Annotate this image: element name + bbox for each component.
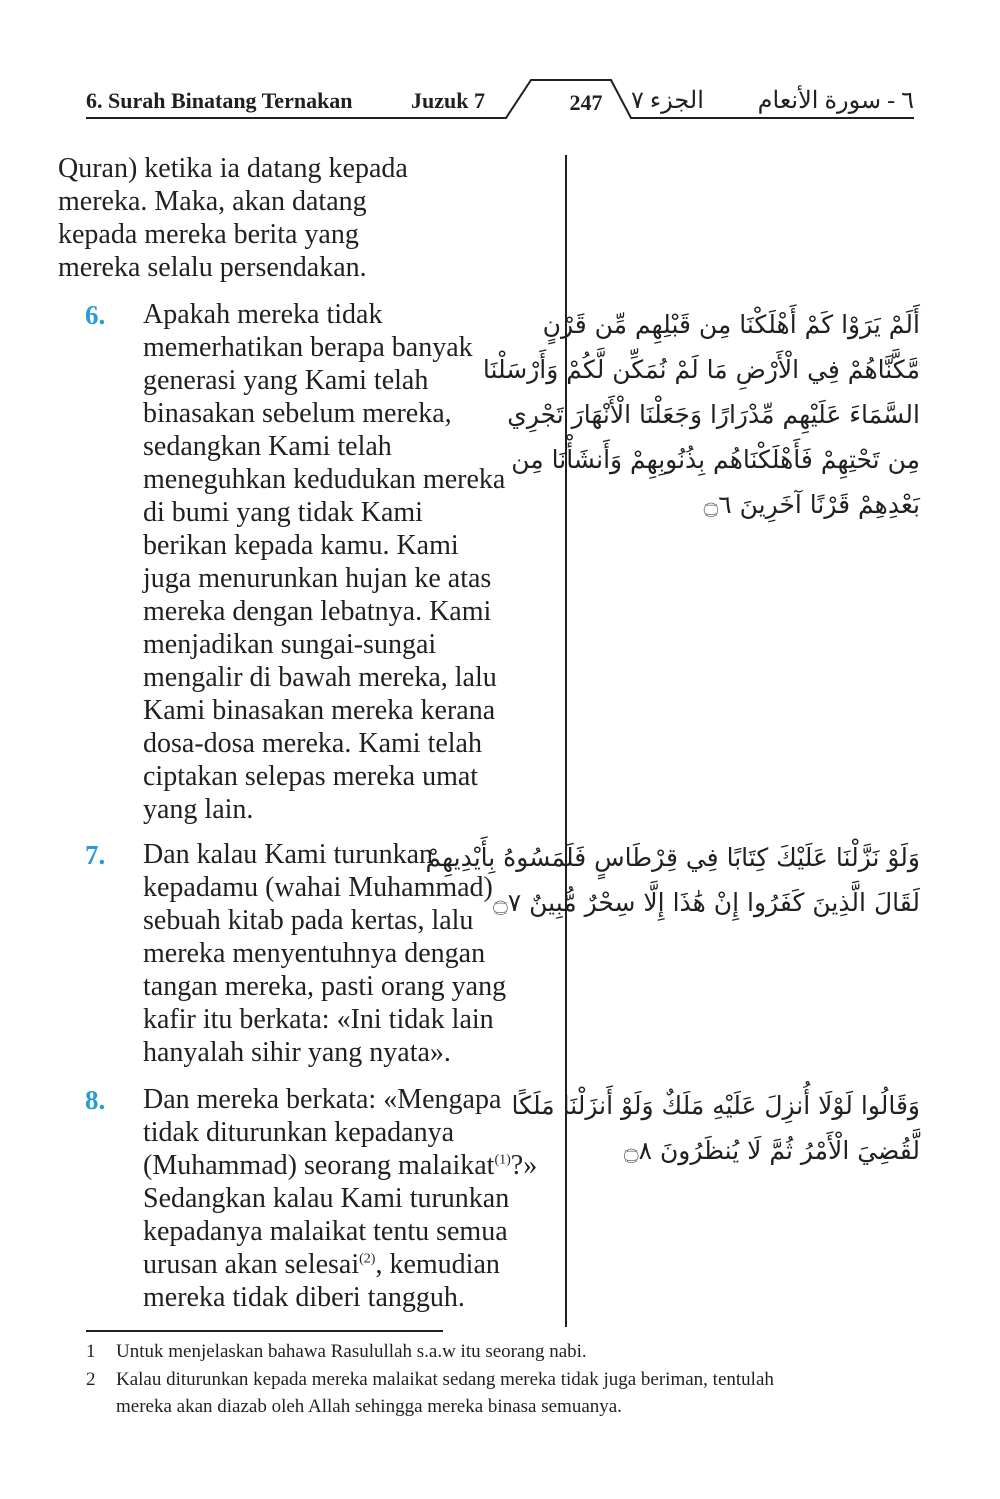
text-line: mereka selalu persendakan. bbox=[58, 252, 367, 283]
text-line: tidak diturunkan kepadanya bbox=[143, 1117, 455, 1148]
verse-number: 7. bbox=[85, 840, 106, 870]
arabic-line: مَّكَّنَّاهُمْ فِي الْأَرْضِ مَا لَمْ نُمَكِّن لَّكُمْ وَأَرْسَلْنَا bbox=[482, 355, 920, 384]
footnote-text: Untuk menjelaskan bahawa Rasulullah s.a.w itu seorang nabi. bbox=[116, 1341, 587, 1362]
text-line: juga menurunkan hujan ke atas bbox=[143, 563, 492, 594]
arabic-line: أَلَمْ يَرَوْا كَمْ أَهْلَكْنَا مِن قَبْلِهِم مِّن قَرْنٍ bbox=[542, 310, 920, 339]
verse-6-arabic bbox=[482, 302, 920, 527]
text-line: mereka dengan lebatnya. Kami bbox=[143, 596, 492, 627]
text-line: meneguhkan kedudukan mereka bbox=[143, 464, 506, 495]
text-line: memerhatikan berapa banyak bbox=[143, 332, 473, 363]
arabic-line: مِن تَحْتِهِمْ فَأَهْلَكْنَاهُم بِذُنُوبِهِمْ وَأَنشَأْنَا مِن bbox=[511, 445, 920, 474]
verse-7-arabic bbox=[425, 835, 920, 925]
footnote-ref: (2) bbox=[359, 1251, 376, 1267]
footnote-1 bbox=[86, 1338, 916, 1368]
text-line: kepadanya malaikat tentu semua bbox=[143, 1216, 508, 1247]
juz-arabic: الجزء ٧ bbox=[631, 88, 704, 114]
text-line: Sedangkan kalau Kami turunkan bbox=[143, 1183, 510, 1214]
text-line: mereka menyentuhnya dengan bbox=[143, 938, 486, 969]
footnote-text: mereka akan diazab oleh Allah sehingga mereka binasa semuanya. bbox=[116, 1396, 622, 1417]
surah-arabic: ٦ - سورة الأنعام bbox=[757, 88, 914, 114]
text-line: generasi yang Kami telah bbox=[143, 365, 429, 396]
text-line: hanyalah sihir yang nyata». bbox=[143, 1037, 451, 1068]
text-line: Quran) ketika ia datang kepada bbox=[58, 153, 408, 184]
text-line: sebuah kitab pada kertas, lalu bbox=[143, 905, 474, 936]
text-line bbox=[143, 1248, 537, 1281]
text-line: kafir itu berkata: «Ini tidak lain bbox=[143, 1004, 494, 1035]
arabic-line: بَعْدِهِمْ قَرْنًا آخَرِينَ ۝٦ bbox=[703, 490, 920, 519]
text-segment: , kemudian bbox=[375, 1249, 500, 1280]
footnote-number: 2 bbox=[86, 1369, 96, 1390]
footnote-number: 1 bbox=[86, 1341, 96, 1362]
text-line: Apakah mereka tidak bbox=[143, 299, 383, 330]
text-line: tangan mereka, pasti orang yang bbox=[143, 971, 507, 1002]
footnote-2 bbox=[86, 1366, 916, 1426]
arabic-line: وَلَوْ نَزَّلْنَا عَلَيْكَ كِتَابًا فِي قِرْطَاسٍ فَلَمَسُوهُ بِأَيْدِيهِمْ bbox=[425, 843, 920, 872]
text-segment: urusan akan selesai bbox=[143, 1249, 360, 1280]
text-line: sedangkan Kami telah bbox=[143, 431, 392, 462]
arabic-line: وَقَالُوا لَوْلَا أُنزِلَ عَلَيْهِ مَلَكٌ وَلَوْ أَنزَلْنَا مَلَكًا bbox=[511, 1091, 920, 1120]
page-number: 247 bbox=[569, 90, 603, 115]
verse-8-text bbox=[143, 1083, 537, 1314]
text-line: berikan kepada kamu. Kami bbox=[143, 530, 459, 561]
verse-number: 6. bbox=[85, 300, 106, 330]
verse-number: 8. bbox=[85, 1085, 106, 1115]
text-line: mengalir di bawah mereka, lalu bbox=[143, 662, 497, 693]
text-line: mereka tidak diberi tangguh. bbox=[143, 1282, 465, 1313]
footnote-text: Kalau diturunkan kepada mereka malaikat sedang mereka tidak juga beriman, tentulah bbox=[116, 1369, 774, 1390]
text-line: di bumi yang tidak Kami bbox=[143, 497, 423, 528]
page-header bbox=[86, 78, 914, 122]
juz-label: Juzuk 7 bbox=[411, 88, 485, 113]
text-line: yang lain. bbox=[143, 794, 254, 825]
text-line: menjadikan sungai-sungai bbox=[143, 629, 437, 660]
intro-text bbox=[58, 152, 408, 284]
surah-title: 6. Surah Binatang Ternakan bbox=[86, 88, 353, 113]
verse-6-text bbox=[143, 298, 505, 826]
text-line bbox=[143, 1149, 537, 1182]
text-line: binasakan sebelum mereka, bbox=[143, 398, 452, 429]
verse-8-arabic bbox=[511, 1083, 920, 1173]
arabic-line: السَّمَاءَ عَلَيْهِم مِّدْرَارًا وَجَعَلْنَا الْأَنْهَارَ تَجْرِي bbox=[507, 400, 920, 429]
text-line: kepada mereka berita yang bbox=[58, 219, 359, 250]
text-segment: (Muhammad) seorang malaikat bbox=[143, 1150, 495, 1181]
arabic-line: لَقَالَ الَّذِينَ كَفَرُوا إِنْ هَٰذَا إِلَّا سِحْرٌ مُّبِينٌ ۝٧ bbox=[493, 888, 920, 917]
footnote-rule bbox=[86, 1330, 443, 1332]
text-line: Kami binasakan mereka kerana bbox=[143, 695, 496, 726]
footnote-ref: (1) bbox=[494, 1152, 511, 1168]
text-line: kepadamu (wahai Muhammad) bbox=[143, 872, 493, 903]
text-line: mereka. Maka, akan datang bbox=[58, 186, 367, 217]
text-line: dosa-dosa mereka. Kami telah bbox=[143, 728, 482, 759]
text-line: Dan kalau Kami turunkan bbox=[143, 839, 434, 870]
arabic-line: لَّقُضِيَ الْأَمْرُ ثُمَّ لَا يُنظَرُونَ ۝٨ bbox=[623, 1136, 920, 1165]
text-segment: ?» bbox=[510, 1150, 538, 1181]
text-line: ciptakan selepas mereka umat bbox=[143, 761, 479, 792]
text-line: Dan mereka berkata: «Mengapa bbox=[143, 1084, 502, 1115]
